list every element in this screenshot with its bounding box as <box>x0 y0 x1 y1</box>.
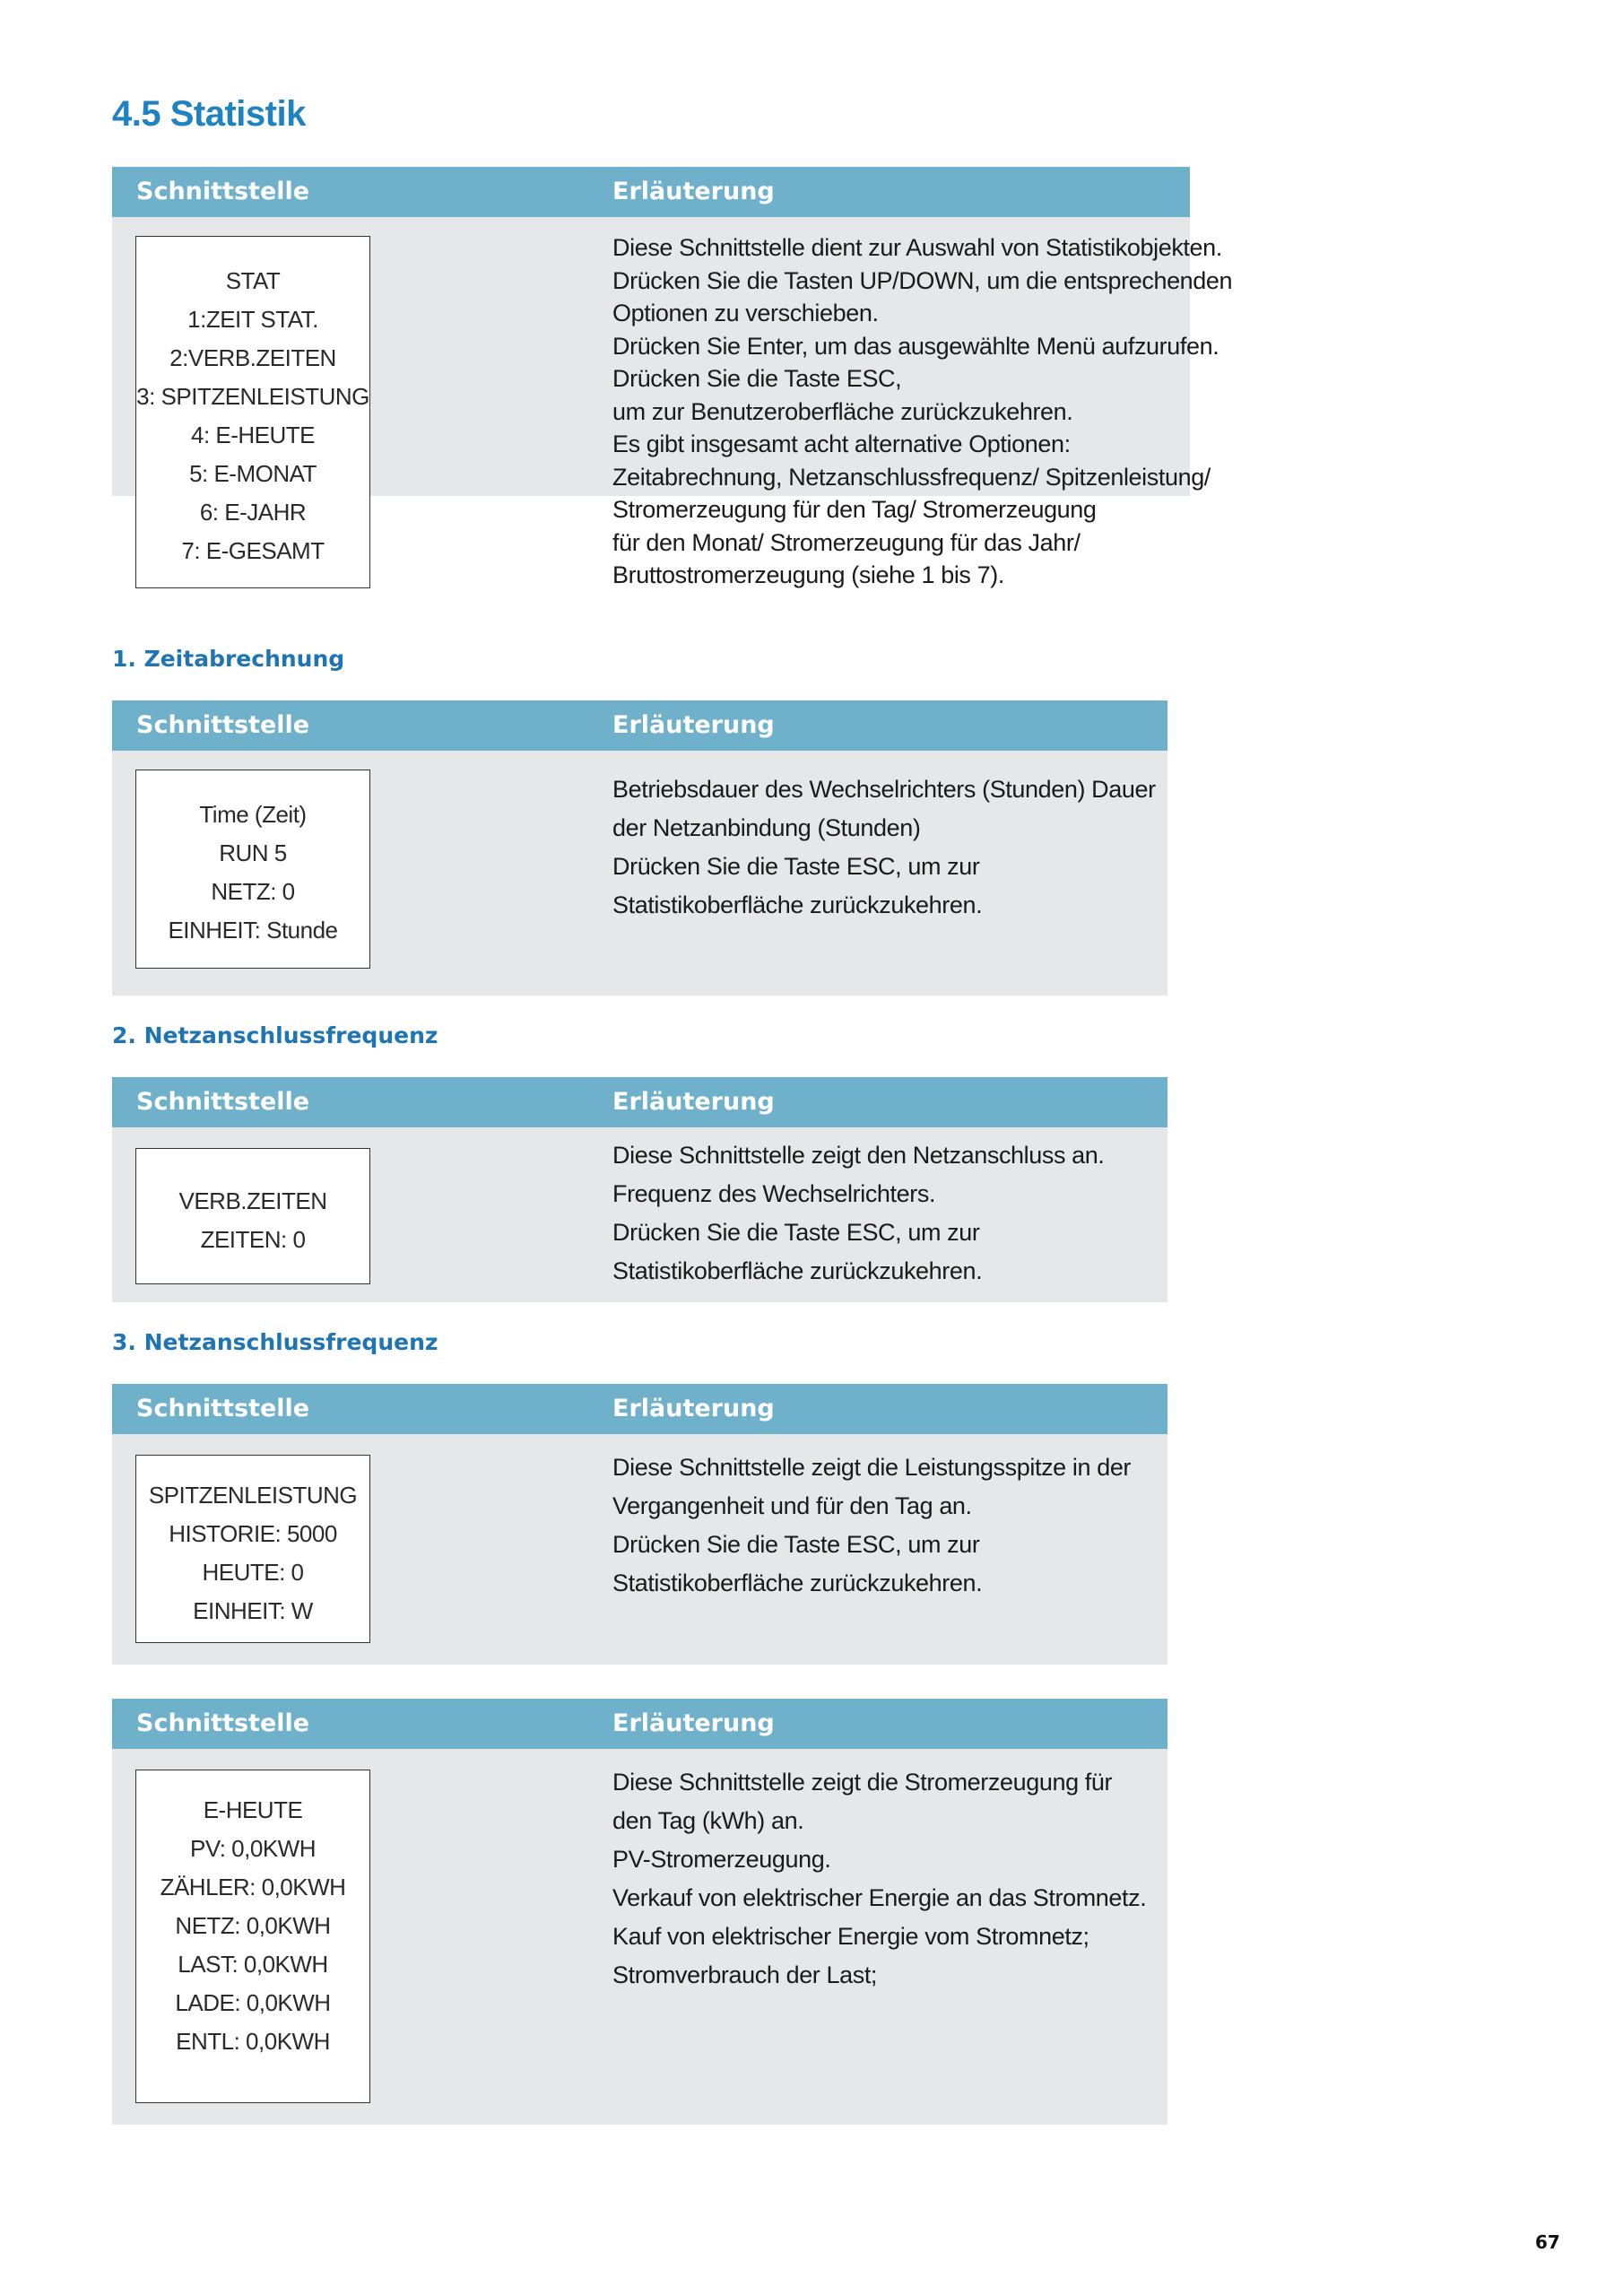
description-line: Betriebsdauer des Wechselrichters (Stunden) Dauer <box>612 776 1156 803</box>
table-header <box>112 1699 1167 1749</box>
description <box>612 1448 1150 1603</box>
header-schnittstelle: Schnittstelle <box>136 1709 310 1737</box>
table-body <box>112 1434 1167 1665</box>
header-erlaeuterung: Erläuterung <box>612 178 775 205</box>
description-line: Drücken Sie die Taste ESC, um zur <box>612 1219 980 1246</box>
table-header <box>112 1077 1167 1127</box>
header-schnittstelle: Schnittstelle <box>136 711 310 739</box>
description-line: Diese Schnittstelle dient zur Auswahl von Statistikobjekten. <box>612 234 1222 261</box>
display-panel <box>135 236 370 588</box>
description-line: den Tag (kWh) an. <box>612 1807 804 1834</box>
display-line: HISTORIE: 5000 <box>169 1520 337 1547</box>
section-heading-zeitabrechnung: 1. Zeitabrechnung <box>112 646 345 672</box>
display-line: ZÄHLER: 0,0KWH <box>160 1874 346 1900</box>
description-line: Drücken Sie die Taste ESC, um zur <box>612 1531 980 1558</box>
display-panel <box>135 770 370 969</box>
display-line: 3: SPITZENLEISTUNG <box>136 383 369 410</box>
display-panel <box>135 1148 370 1284</box>
header-erlaeuterung: Erläuterung <box>612 1088 775 1116</box>
display-panel <box>135 1770 370 2103</box>
description-line: Es gibt insgesamt acht alternative Optionen: <box>612 430 1071 457</box>
display-line: VERB.ZEITEN <box>178 1187 327 1214</box>
description-line: Stromverbrauch der Last; <box>612 1961 878 1988</box>
display-line: 2:VERB.ZEITEN <box>169 344 336 371</box>
description-line: Drücken Sie die Taste ESC, <box>612 365 902 392</box>
table-body <box>112 1127 1167 1302</box>
description-line: Frequenz des Wechselrichters. <box>612 1180 936 1207</box>
display-line: 7: E-GESAMT <box>181 537 325 564</box>
description-line: Statistikoberfläche zurückzukehren. <box>612 1257 983 1284</box>
description-line: Bruttostromerzeugung (siehe 1 bis 7). <box>612 561 1004 588</box>
display-line: NETZ: 0 <box>211 878 295 905</box>
table-header <box>112 167 1190 217</box>
page-number: 67 <box>1535 2231 1560 2253</box>
display-line: 4: E-HEUTE <box>190 422 316 448</box>
display-line: EINHEIT: W <box>193 1597 313 1624</box>
description-line: Stromerzeugung für den Tag/ Stromerzeugung <box>612 496 1097 523</box>
page-title: 4.5 Statistik <box>112 94 306 134</box>
display-line: E-HEUTE <box>203 1796 303 1823</box>
display-line: 5: E-MONAT <box>189 460 317 487</box>
description-line: Drücken Sie Enter, um das ausgewählte Menü aufzurufen. <box>612 332 1219 360</box>
description-line: Diese Schnittstelle zeigt die Stromerzeugung für <box>612 1769 1113 1796</box>
display-panel <box>135 1455 370 1643</box>
description-line: Diese Schnittstelle zeigt den Netzanschluss an. <box>612 1142 1105 1169</box>
section-heading-netzanschlussfrequenz-3: 3. Netzanschlussfrequenz <box>112 1329 438 1355</box>
display-line: RUN 5 <box>219 839 287 866</box>
description-line: Zeitabrechnung, Netzanschlussfrequenz/ Spitzenleistung/ <box>612 463 1211 491</box>
display-line: HEUTE: 0 <box>202 1559 304 1586</box>
description-line: Statistikoberfläche zurückzukehren. <box>612 1570 983 1596</box>
description-line: der Netzanbindung (Stunden) <box>612 814 921 841</box>
section-heading-netzanschlussfrequenz-2: 2. Netzanschlussfrequenz <box>112 1022 438 1048</box>
description-line: Optionen zu verschieben. <box>612 300 879 326</box>
display-line: ZEITEN: 0 <box>200 1226 306 1253</box>
display-line: NETZ: 0,0KWH <box>175 1912 331 1939</box>
display-line: LAST: 0,0KWH <box>178 1951 328 1978</box>
header-erlaeuterung: Erläuterung <box>612 1395 775 1422</box>
display-line: LADE: 0,0KWH <box>175 1989 331 2016</box>
description-line: Verkauf von elektrischer Energie an das Stromnetz. <box>612 1884 1147 1911</box>
header-schnittstelle: Schnittstelle <box>136 178 310 205</box>
table-e-heute <box>112 1699 1167 2125</box>
display-line: ENTL: 0,0KWH <box>176 2028 330 2055</box>
table-body <box>112 1749 1167 2125</box>
display-line: 1:ZEIT STAT. <box>187 306 318 333</box>
table-stat-menu <box>112 167 1233 588</box>
table-header <box>112 1384 1167 1434</box>
description-line: Drücken Sie die Taste ESC, um zur <box>612 853 980 880</box>
description-line: Drücken Sie die Tasten UP/DOWN, um die entsprechenden <box>612 266 1233 294</box>
table-body <box>112 217 1233 588</box>
description <box>612 231 1233 592</box>
table-netzanschlussfrequenz-2 <box>112 1077 1167 1302</box>
description <box>612 770 1156 925</box>
display-line: PV: 0,0KWH <box>190 1835 316 1862</box>
table-header <box>112 700 1167 751</box>
header-schnittstelle: Schnittstelle <box>136 1395 310 1422</box>
display-line: STAT <box>225 267 281 294</box>
description-line: PV-Stromerzeugung. <box>612 1846 831 1873</box>
table-zeitabrechnung <box>112 700 1167 996</box>
description-line: Statistikoberfläche zurückzukehren. <box>612 891 983 918</box>
display-line: EINHEIT: Stunde <box>168 917 338 944</box>
table-body <box>112 751 1167 996</box>
header-erlaeuterung: Erläuterung <box>612 711 775 739</box>
description-line: Vergangenheit und für den Tag an. <box>612 1492 972 1519</box>
display-line: Time (Zeit) <box>199 801 307 828</box>
description <box>612 1136 1150 1291</box>
display-line: 6: E-JAHR <box>199 499 307 526</box>
header-erlaeuterung: Erläuterung <box>612 1709 775 1737</box>
description-line: Kauf von elektrischer Energie vom Stromnetz; <box>612 1923 1089 1950</box>
display-line: SPITZENLEISTUNG <box>148 1482 358 1509</box>
header-schnittstelle: Schnittstelle <box>136 1088 310 1116</box>
description <box>612 1763 1150 1995</box>
table-netzanschlussfrequenz-3 <box>112 1384 1167 1665</box>
description-line: um zur Benutzeroberfläche zurückzukehren. <box>612 397 1073 425</box>
description-line: Diese Schnittstelle zeigt die Leistungsspitze in der <box>612 1454 1132 1481</box>
description-line: für den Monat/ Stromerzeugung für das Jahr/ <box>612 528 1081 556</box>
